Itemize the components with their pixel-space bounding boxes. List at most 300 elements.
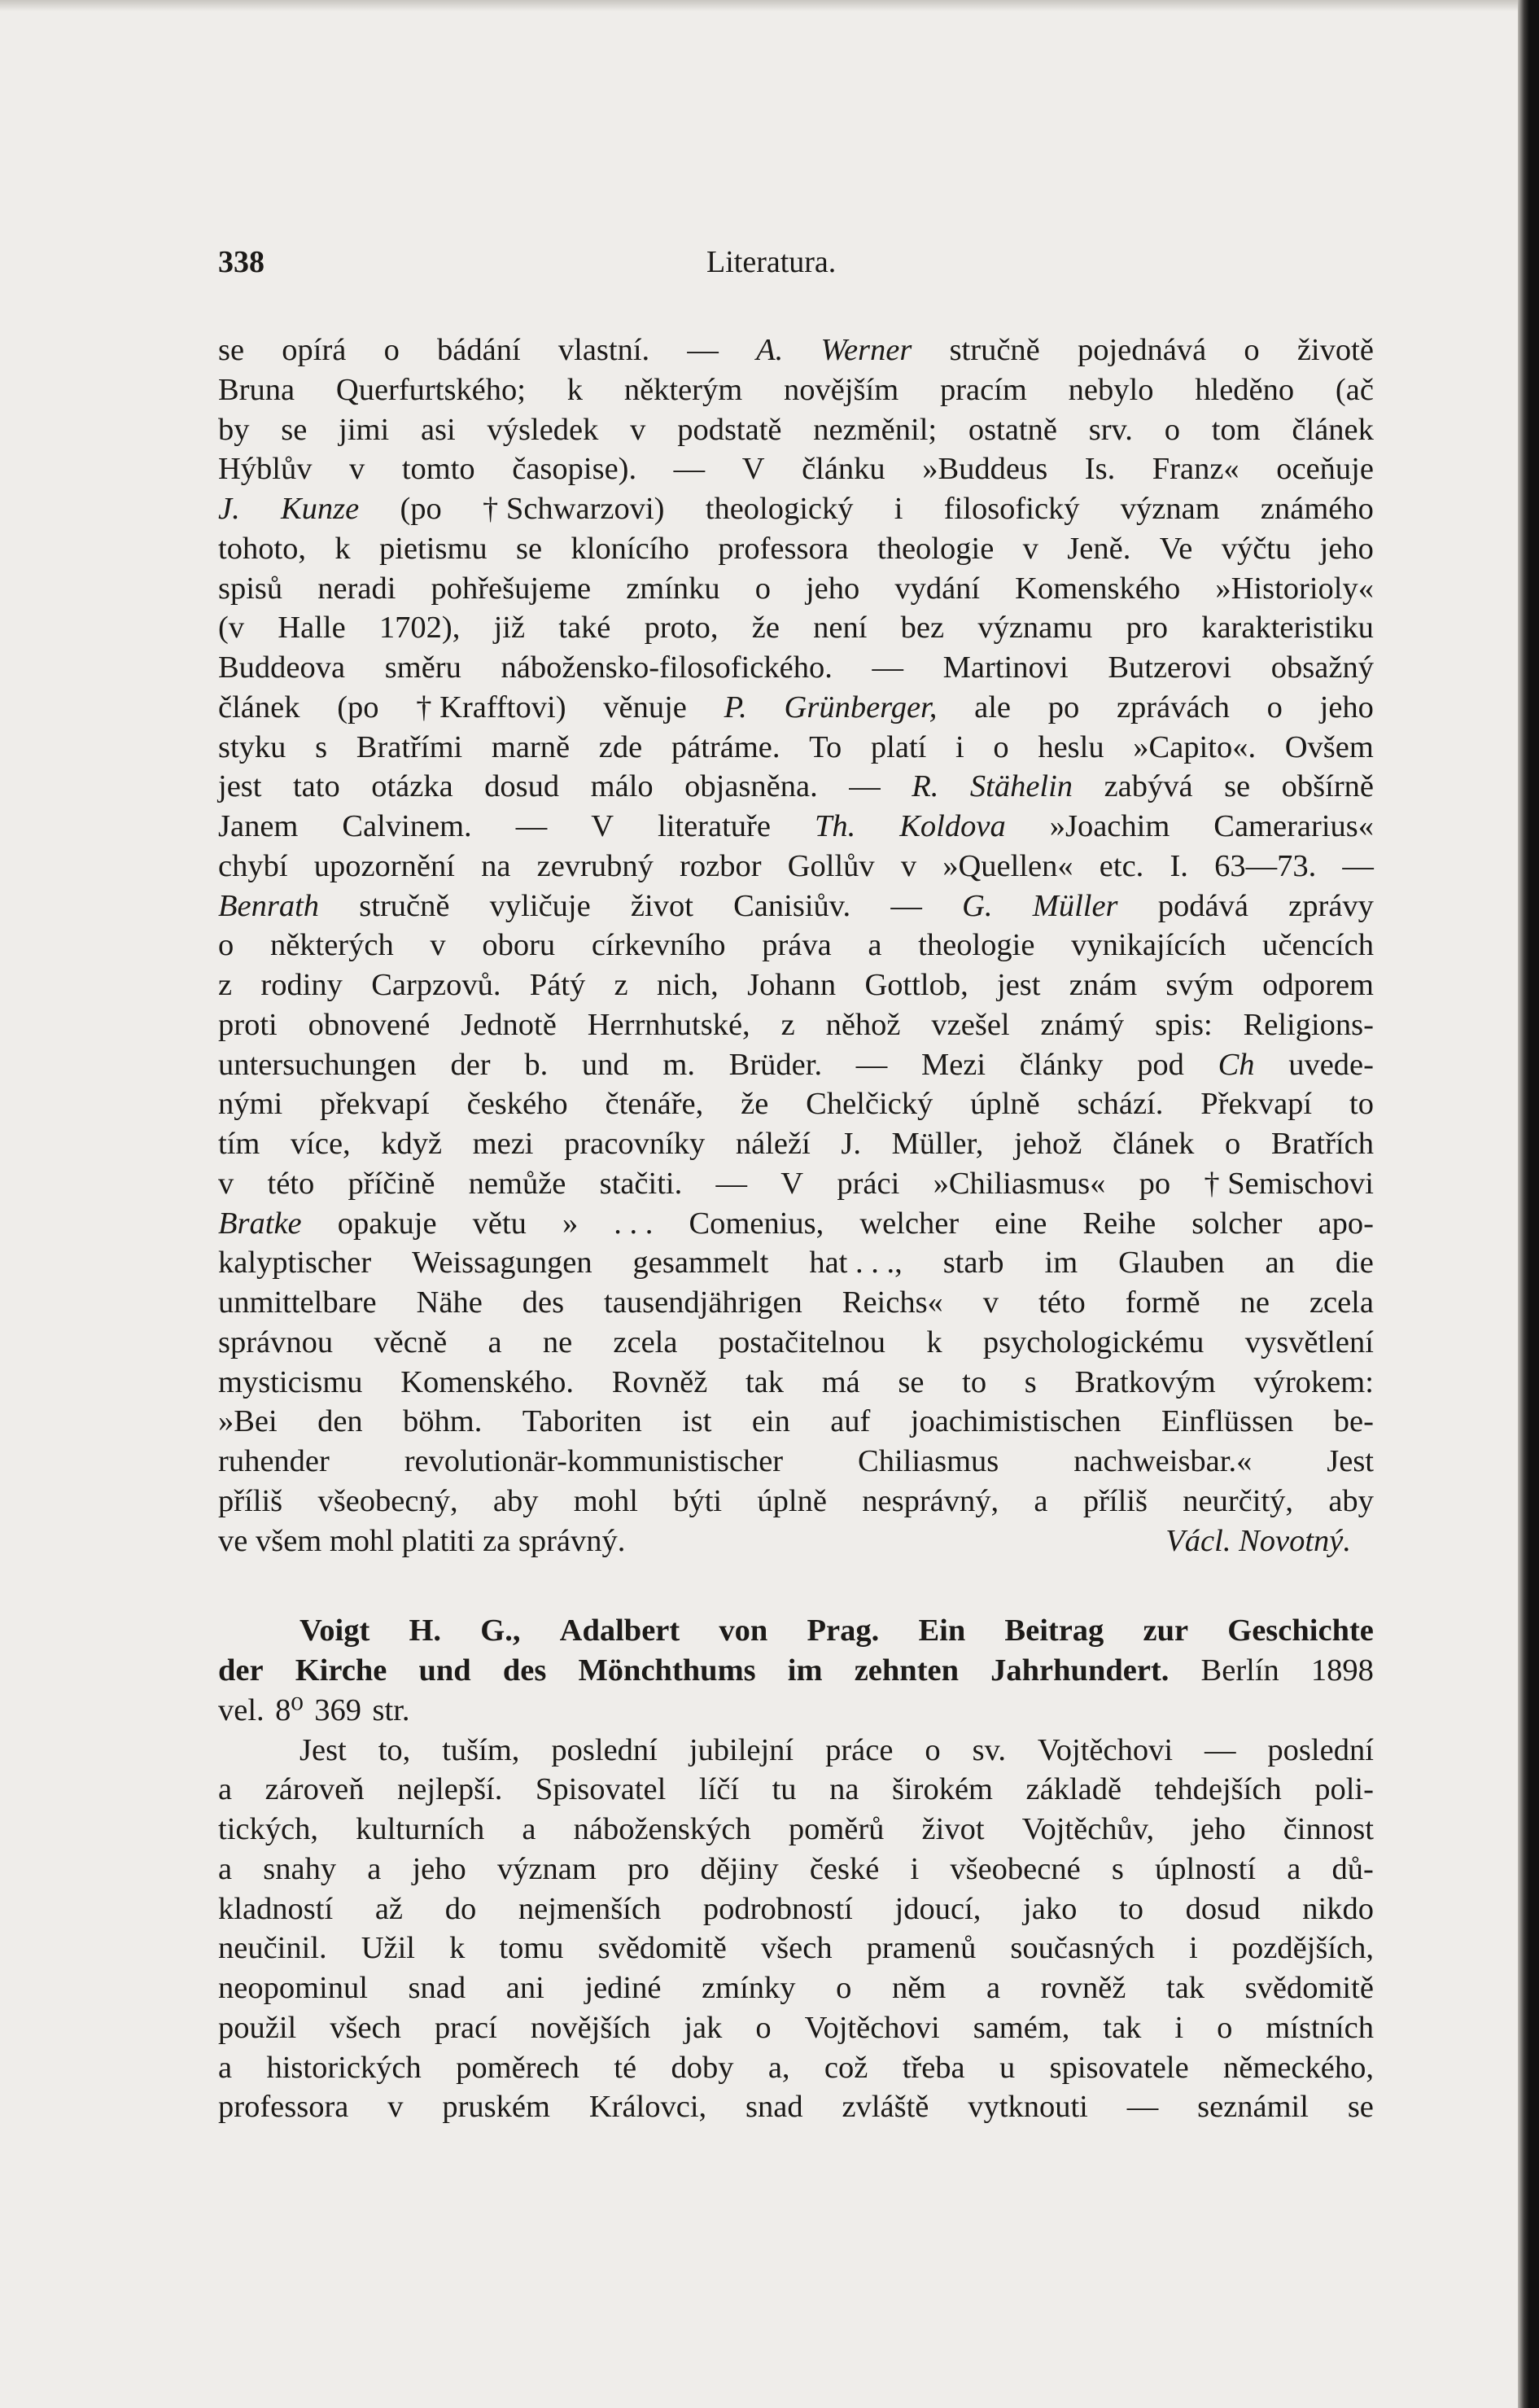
word: hat . . ., <box>809 1246 903 1281</box>
word: k <box>566 372 584 407</box>
word: všeobecné <box>950 1851 1081 1886</box>
word: českého <box>466 1087 568 1122</box>
word: an <box>1265 1246 1295 1281</box>
word: práce <box>825 1732 894 1767</box>
word: tomto <box>401 452 475 487</box>
word: Benrath <box>218 888 320 923</box>
word: některých <box>269 928 394 963</box>
word: také <box>558 611 611 646</box>
word: tu <box>772 1772 797 1807</box>
word: R. <box>912 769 939 804</box>
word: »Quellen« <box>942 848 1073 883</box>
word: náleží <box>735 1127 811 1161</box>
word: Jest <box>1327 1444 1374 1478</box>
word: bádání <box>437 333 521 367</box>
word: vytknouti <box>968 2090 1088 2125</box>
text-line <box>218 1611 1374 1651</box>
word: to, <box>378 1732 411 1767</box>
word: tato <box>292 769 340 804</box>
word: ostatně <box>968 412 1057 447</box>
word: spisů <box>218 571 283 606</box>
word: karakteristiku <box>1201 611 1374 646</box>
word: do <box>444 1891 477 1926</box>
word: platí <box>870 729 927 764</box>
text-line <box>218 1810 1374 1850</box>
text-line <box>218 449 1374 489</box>
word: Nähe <box>416 1285 483 1320</box>
word: z <box>780 1007 795 1042</box>
word: Johann <box>747 968 837 1002</box>
word: stručně <box>949 333 1040 367</box>
word: této <box>267 1166 315 1201</box>
word: bez <box>900 611 945 646</box>
word: Kirche <box>295 1653 387 1688</box>
word: znám <box>1069 968 1138 1002</box>
word: neradi <box>317 571 396 606</box>
word: Chiliasmus <box>858 1444 999 1478</box>
word: Bratke <box>218 1206 302 1241</box>
word: ein <box>751 1404 790 1439</box>
scan-binding-edge <box>1518 0 1539 2408</box>
word: výčtu <box>1221 531 1292 566</box>
closing-line: ve všem mohl platiti za správný. <box>218 1523 626 1558</box>
word: »Buddeus <box>922 452 1048 487</box>
word: to <box>1119 1891 1143 1926</box>
word: theologie <box>918 928 1035 963</box>
word: se <box>898 1364 925 1399</box>
text-line <box>218 1482 1374 1521</box>
word: be- <box>1333 1404 1374 1439</box>
book-citation <box>218 1611 1374 1730</box>
text-line <box>218 965 1374 1005</box>
word: samém, <box>973 2010 1070 2045</box>
word: Canisiův. <box>733 888 851 923</box>
text-line <box>218 887 1374 926</box>
word: život <box>630 888 693 923</box>
word: se <box>218 333 245 367</box>
word: článek <box>1112 1127 1195 1161</box>
word: vysvětlení <box>1244 1324 1374 1359</box>
word: o <box>218 928 234 963</box>
text-line <box>218 370 1374 410</box>
word: jeho <box>1191 1812 1246 1846</box>
word: rodiny <box>260 968 343 1002</box>
word: zprávách <box>1116 690 1230 725</box>
text-line <box>218 1651 1374 1691</box>
word: svým <box>1165 968 1234 1002</box>
word: Pátý <box>529 968 586 1002</box>
word: — <box>687 333 719 367</box>
word: Překvapí <box>1200 1087 1313 1122</box>
word: Mezi <box>920 1047 986 1082</box>
word: té <box>614 2050 637 2085</box>
word: neurčitý, <box>1183 1483 1294 1518</box>
word: »Capito«. <box>1133 729 1257 764</box>
word: čtenáře, <box>605 1087 704 1122</box>
word: (v <box>218 611 245 646</box>
word: des <box>522 1285 565 1320</box>
word: poslední <box>551 1732 658 1767</box>
word: literatuře <box>658 809 771 843</box>
word: † Schwarzovi) <box>483 492 665 526</box>
word: otázka <box>371 769 453 804</box>
word: b. <box>524 1047 549 1082</box>
word: pátráme. <box>671 729 780 764</box>
word: pro <box>1126 611 1168 646</box>
text-line <box>218 1283 1374 1323</box>
word: něm <box>892 1971 947 2005</box>
word: a, <box>767 2050 790 2085</box>
word: Bratkovým <box>1074 1364 1216 1399</box>
word: poslední <box>1267 1732 1374 1767</box>
word: má <box>821 1364 860 1399</box>
word: Gollův <box>787 848 875 883</box>
page <box>218 244 1374 2127</box>
word: — <box>855 1047 888 1082</box>
word: professora <box>718 531 849 566</box>
word: V <box>591 809 614 843</box>
word: apo- <box>1318 1206 1374 1241</box>
word: vel. <box>218 1692 265 1727</box>
word: Jest <box>299 1732 347 1767</box>
word: nejmenších <box>518 1891 662 1926</box>
word: by <box>218 412 250 447</box>
word: k <box>334 531 351 566</box>
word: býti <box>673 1483 723 1518</box>
review-voigt <box>218 1611 1374 2127</box>
word: nezměnil; <box>813 412 938 447</box>
word: Adalbert <box>559 1613 680 1648</box>
word: Herrnhutské, <box>587 1007 750 1042</box>
text-line <box>218 1691 1374 1731</box>
word: jediné <box>584 1971 662 2005</box>
text-line <box>218 1442 1374 1482</box>
word: böhm. <box>403 1404 483 1439</box>
word: novějších <box>530 2010 651 2045</box>
word: pietismu <box>379 531 487 566</box>
word: výsledek <box>487 412 599 447</box>
word: tických, <box>218 1812 318 1846</box>
word: starb <box>942 1246 1004 1281</box>
word: 369 <box>314 1692 362 1727</box>
word: podrobností <box>702 1891 853 1926</box>
word: und <box>418 1653 471 1688</box>
text-line <box>218 1929 1374 1968</box>
word: † Semischovi <box>1204 1166 1374 1201</box>
word: uvede- <box>1288 1047 1374 1082</box>
word: nebylo <box>1068 372 1154 407</box>
word: příčině <box>348 1166 435 1201</box>
text-line <box>218 1731 1374 1771</box>
text-line <box>218 608 1374 648</box>
word: u <box>999 2050 1016 2085</box>
word: Camerarius« <box>1213 809 1374 843</box>
word: jest <box>218 769 262 804</box>
word: dosud <box>484 769 560 804</box>
word: i <box>1188 1931 1198 1966</box>
word: podává <box>1157 888 1248 923</box>
text-line <box>218 1850 1374 1889</box>
word: eine <box>995 1206 1047 1241</box>
word: svědomitě <box>597 1931 727 1966</box>
word: Hýblův <box>218 452 313 487</box>
word: des <box>502 1653 547 1688</box>
word: k <box>449 1931 466 1966</box>
word: 63—73. <box>1214 848 1317 883</box>
word: použil <box>218 2010 297 2045</box>
word: 1702), <box>378 611 461 646</box>
text-line <box>218 489 1374 529</box>
word: mezi <box>472 1127 534 1161</box>
word: Butzerovi <box>1108 650 1232 685</box>
word: neopominul <box>218 1971 368 2005</box>
word: a <box>487 1324 502 1359</box>
word: (po <box>400 492 442 526</box>
word: to <box>962 1364 987 1399</box>
word: jeho <box>412 1851 466 1886</box>
word: Comenius, <box>689 1206 824 1241</box>
text-line <box>218 807 1374 847</box>
word: z <box>218 968 233 1002</box>
word: V <box>780 1166 804 1201</box>
word: článku <box>802 452 885 487</box>
word: ani <box>505 1971 544 2005</box>
word: Calvinem. <box>342 809 472 843</box>
word: o <box>1266 690 1283 725</box>
word: o <box>1217 2010 1233 2045</box>
word: jubilejní <box>689 1732 794 1767</box>
word: im <box>1044 1246 1078 1281</box>
word: welcher <box>859 1206 960 1241</box>
word: Taboriten <box>522 1404 642 1439</box>
text-line <box>218 1363 1374 1403</box>
word: význam <box>496 1851 597 1886</box>
word: zvláště <box>842 2090 929 2125</box>
word: Užil <box>361 1931 416 1966</box>
text-line <box>218 926 1374 965</box>
word: tuším, <box>442 1732 520 1767</box>
scan-top-shadow <box>0 0 1539 11</box>
word: nesprávný, <box>862 1483 999 1518</box>
word: zároveň <box>265 1772 365 1807</box>
word: a <box>1034 1483 1048 1518</box>
word: spis: <box>1155 1007 1213 1042</box>
word: Stähelin <box>969 769 1073 804</box>
word: ruhender <box>218 1444 330 1478</box>
word: (ač <box>1335 372 1374 407</box>
word: zcela <box>613 1324 678 1359</box>
word: (po <box>337 690 379 725</box>
word: Glauben <box>1118 1246 1225 1281</box>
word: den <box>317 1404 363 1439</box>
word: asi <box>420 412 456 447</box>
word: stručně <box>359 888 450 923</box>
word: současných <box>1010 1931 1155 1966</box>
word: G., <box>480 1613 521 1648</box>
word: Einflüssen <box>1161 1404 1294 1439</box>
word: Th. <box>814 809 856 843</box>
word: marně <box>491 729 571 764</box>
word: tom <box>1211 412 1261 447</box>
word: o <box>1244 333 1260 367</box>
word: postačitelnou <box>718 1324 886 1359</box>
word: jeho <box>805 571 860 606</box>
word: oboru <box>482 928 556 963</box>
word: některým <box>623 372 743 407</box>
word: církevního <box>591 928 726 963</box>
word: nábožensko-filosofického. <box>501 650 833 685</box>
word: se <box>1224 769 1251 804</box>
word: proti <box>218 1007 278 1042</box>
word: Kunze <box>280 492 360 526</box>
word: seznámil <box>1197 2090 1309 2125</box>
word: — <box>715 1166 747 1201</box>
word: str. <box>372 1692 410 1727</box>
word: Vojtěchovi <box>804 2010 940 2045</box>
word: článek <box>218 690 300 725</box>
word: po <box>1139 1166 1171 1201</box>
word: Bruna <box>218 372 295 407</box>
word: Martinovi <box>942 650 1069 685</box>
word: opírá <box>282 333 347 367</box>
word: oceňuje <box>1276 452 1374 487</box>
word: aby <box>1328 1483 1374 1518</box>
word: a <box>522 1812 536 1846</box>
word: obnovené <box>308 1007 431 1042</box>
word: Müller, <box>891 1127 984 1161</box>
word: z <box>614 968 628 1002</box>
word: Chelčický <box>806 1087 933 1122</box>
word: — <box>515 809 548 843</box>
word: se <box>516 531 543 566</box>
word: G. <box>962 888 993 923</box>
word: svědomitě <box>1244 1971 1374 2005</box>
word: Rovněž <box>611 1364 708 1399</box>
word: a <box>218 1772 233 1807</box>
word: kulturních <box>356 1812 485 1846</box>
word: tomu <box>499 1931 564 1966</box>
text-line <box>218 767 1374 807</box>
word: třeba <box>902 2050 965 2085</box>
word: tím <box>218 1127 260 1161</box>
word: Is. <box>1084 452 1116 487</box>
word: zehnten <box>854 1653 960 1688</box>
word: stačiti. <box>599 1166 683 1201</box>
word: Brüder. <box>728 1047 823 1082</box>
word: prací <box>434 2010 497 2045</box>
word: pohřešujeme <box>431 571 592 606</box>
word: und <box>581 1047 629 1082</box>
word: vlastní. <box>557 333 650 367</box>
word: článek <box>1292 412 1374 447</box>
word: zcela <box>1309 1285 1374 1320</box>
word: kladností <box>218 1891 334 1926</box>
word: To <box>809 729 842 764</box>
word: o <box>925 1732 941 1767</box>
word: rovněž <box>1040 1971 1126 2005</box>
word: na <box>481 848 511 883</box>
word: o <box>836 1971 852 2005</box>
word: theologický <box>705 492 854 526</box>
text-line <box>218 1521 1374 1561</box>
word: život <box>921 1812 985 1846</box>
word: snad <box>408 1971 466 2005</box>
text-line <box>218 688 1374 728</box>
word: pracovníky <box>564 1127 706 1161</box>
word: a <box>218 2050 233 2085</box>
word: dosud <box>1185 1891 1261 1926</box>
word: jdoucí, <box>894 1891 982 1926</box>
word: ist <box>682 1404 712 1439</box>
text-line <box>218 569 1374 609</box>
word: der <box>218 1653 264 1688</box>
text-line <box>218 1164 1374 1204</box>
word: o <box>993 729 1009 764</box>
word: příliš <box>218 1483 283 1518</box>
word: hleděno <box>1195 372 1295 407</box>
word: poli- <box>1314 1772 1374 1807</box>
word: líčí <box>698 1772 740 1807</box>
word: vydání <box>894 571 981 606</box>
word: Voigt <box>299 1613 370 1648</box>
word: mysticismu <box>218 1364 363 1399</box>
word: upozornění <box>313 848 455 883</box>
word: formě <box>1125 1285 1200 1320</box>
word: sv. <box>972 1732 1006 1767</box>
word: Bratřích <box>1270 1127 1374 1161</box>
word: »Joachim <box>1049 809 1170 843</box>
word: ne <box>1240 1285 1270 1320</box>
word: snad <box>745 2090 803 2125</box>
section-gap <box>218 1561 1374 1611</box>
text-line <box>218 648 1374 688</box>
word: německého, <box>1223 2050 1374 2085</box>
word: s <box>1024 1364 1037 1399</box>
word: vyličuje <box>489 888 591 923</box>
word: a <box>868 928 882 963</box>
word: — <box>890 888 922 923</box>
word: opakuje <box>337 1206 437 1241</box>
text-line <box>218 331 1374 370</box>
word: výrokem: <box>1253 1364 1374 1399</box>
word: objasněna. <box>684 769 818 804</box>
word: J. <box>841 1127 861 1161</box>
word: úplností <box>1155 1851 1257 1886</box>
word: Carpzovů. <box>371 968 501 1002</box>
text-line <box>218 410 1374 450</box>
word: »Bei <box>218 1404 278 1439</box>
word: podstatě <box>677 412 782 447</box>
word: von <box>719 1613 768 1648</box>
word: jeho <box>1319 531 1374 566</box>
word: náboženských <box>573 1812 751 1846</box>
word: Geschichte <box>1227 1613 1374 1648</box>
word: Reihe <box>1082 1206 1156 1241</box>
word: správnou <box>218 1324 334 1359</box>
word: že <box>751 611 780 646</box>
word: gesammelt <box>632 1246 769 1281</box>
word: etc. <box>1099 848 1144 883</box>
word: † Krafftovi) <box>416 690 566 725</box>
word: Janem <box>218 809 299 843</box>
text-line <box>218 847 1374 887</box>
text-line <box>218 2008 1374 2048</box>
word: snahy <box>263 1851 337 1886</box>
word: obšírně <box>1281 769 1374 804</box>
word: v <box>982 1285 999 1320</box>
word: význam <box>1120 492 1220 526</box>
word: zprávy <box>1288 888 1374 923</box>
